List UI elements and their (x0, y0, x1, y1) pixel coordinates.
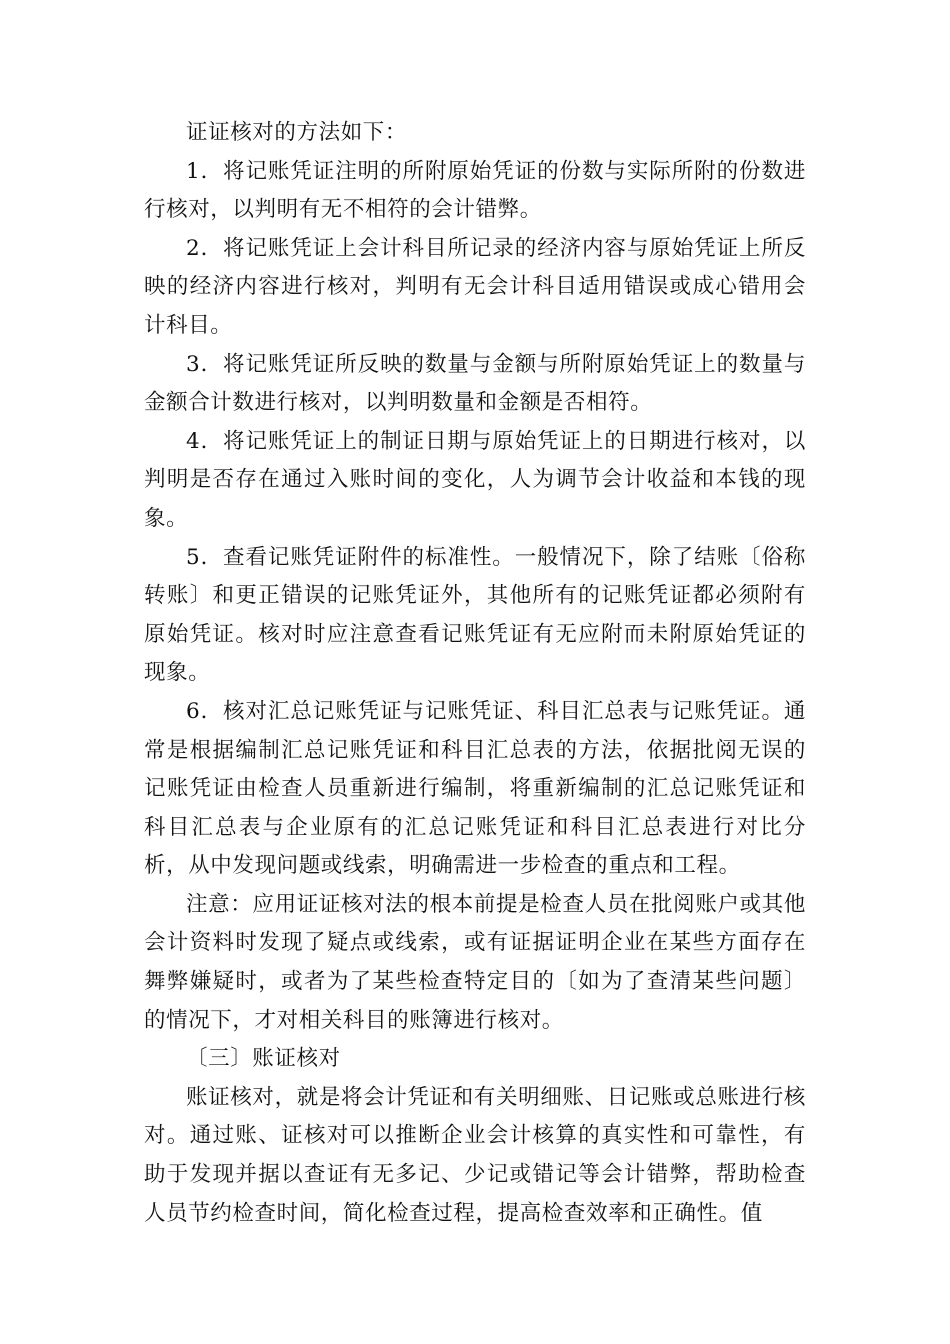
paragraph-account-voucher-check: 账证核对，就是将会计凭证和有关明细账、日记账或总账进行核对。通过账、证核对可以推断企业会计核算的真实性和可靠性，有助于发现并据以查证有无多记、少记或错记等会计错弊，帮助检查人员节约检查时间，简化检查过程，提高检查效率和正确性。值 (144, 1084, 806, 1226)
paragraph-item-2: 2．将记账凭证上会计科目所记录的经济内容与原始凭证上所反映的经济内容进行核对，判明有无会计科目适用错误或成心错用会计科目。 (144, 235, 806, 338)
paragraph-note: 注意：应用证证核对法的根本前提是检查人员在批阅账户或其他会计资料时发现了疑点或线索，或有证据证明企业在某些方面存在舞弊嫌疑时，或者为了某些检查特定目的〔如为了查清某些问题〕的情况下，才对相关科目的账簿进行核对。 (144, 891, 806, 1033)
paragraph-item-4: 4．将记账凭证上的制证日期与原始凭证上的日期进行核对，以判明是否存在通过入账时间的变化，人为调节会计收益和本钱的现象。 (144, 428, 806, 531)
paragraph-item-6: 6．核对汇总记账凭证与记账凭证、科目汇总表与记账凭证。通常是根据编制汇总记账凭证和科目汇总表的方法，依据批阅无误的记账凭证由检查人员重新进行编制，将重新编制的汇总记账凭证和科目汇总表与企业原有的汇总记账凭证和科目汇总表进行对比分析，从中发现问题或线索，明确需进一步检查的重点和工程。 (144, 698, 806, 879)
document-body (144, 114, 806, 1233)
section-heading: 〔三〕账证核对 (186, 1046, 341, 1072)
paragraph-item-3: 3．将记账凭证所反映的数量与金额与所附原始凭证上的数量与金额合计数进行核对，以判明数量和金额是否相符。 (144, 351, 806, 416)
paragraph-item-1: 1．将记账凭证注明的所附原始凭证的份数与实际所附的份数进行核对，以判明有无不相符的会计错弊。 (144, 158, 806, 223)
paragraph-item-5: 5．查看记账凭证附件的标准性。一般情况下，除了结账〔俗称转账〕和更正错误的记账凭证外，其他所有的记账凭证都必须附有原始凭证。核对时应注意查看记账凭证有无应附而未附原始凭证的现象。 (144, 544, 806, 686)
paragraph-intro: 证证核对的方法如下： (186, 120, 408, 145)
